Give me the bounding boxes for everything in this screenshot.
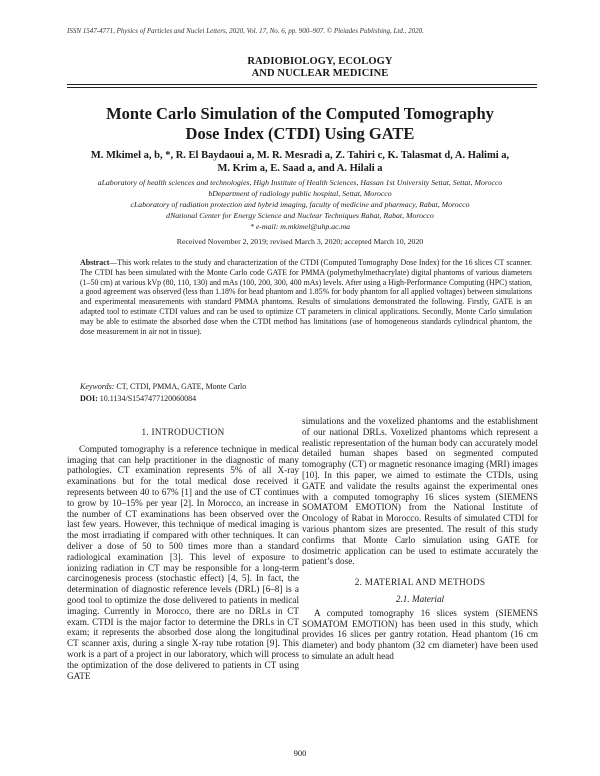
- abstract-label: Abstract: [80, 258, 110, 267]
- introduction-heading: 1. INTRODUCTION: [141, 427, 225, 437]
- authors-line-1: M. Mkimel a, b, *, R. El Baydaoui a, M. R. Mesradi a, Z. Tahiri c, K. Talasmat d, A. Halimi a,: [90, 150, 510, 161]
- affiliation-c: cLaboratory of radiation protection and hybrid imaging, faculty of medicine and pharmacy, Rabat, Morocco: [130, 200, 470, 209]
- title-line-2: Dose Index (CTDI) Using GATE: [185, 124, 415, 143]
- header-rule-bottom: [67, 87, 537, 88]
- introduction-paragraph: Computed tomography is a reference technique in medical imaging that can help practitioner in the diagnostic of many pathologies. CT examination represents 5% of all X-ray examinations but for the total medical dose received it represents between 40 to 67% [1] and the use of CT continues to grow by 10–15% per year [2]. In Morocco, an increase in the number of CT examinations has been observed over the last few years. However, this technique of medical imaging is the most irradiating if compared with other techniques. It can deliver a dose of 50 to 500 times more than a standard radiological examination [3]. This level of exposure to ionizing radiation in CT may be responsible for a long-term carcinogenesis process (stochastic effect) [4, 5]. In fact, the determination of diagnostic reference levels (DRL) [6–8] is a good tool to optimize the dose delivered to patients in medical imaging. Currently in Morocco, there are no DRLs in CT exam. CTDI is the major factor to determine the DRLs in CT exam; it represents the absorbed dose along the longitudinal CT scanner axis, during a single X-ray tube rotation [9]. This work is a part of a project in our laboratory, which will process the optimization of the dose delivered to patients in CT using GATE: [67, 443, 299, 681]
- affiliation-a: aLaboratory of health sciences and technologies, High Institute of Health Sciences, Hassan 1st University Settat, Settat, Morocco: [97, 178, 503, 187]
- keywords-text: CT, CTDI, PMMA, GATE, Monte Carlo: [114, 382, 247, 391]
- issn-line: ISSN 1547-4771, Physics of Particles and Nuclei Letters, 2020, Vol. 17, No. 6, pp. 900–907. © Pleiades Publishing, Ltd., 2020.: [67, 27, 424, 35]
- affiliation-d: dNational Center for Energy Science and Nuclear Techniques Rabat, Rabat, Morocco: [166, 211, 434, 220]
- keywords-label: Keywords:: [80, 382, 115, 391]
- body-column-left: [67, 427, 299, 681]
- paper-title: [60, 104, 540, 144]
- body-column-right: [302, 416, 538, 662]
- keywords: [80, 381, 532, 392]
- abstract: [80, 258, 532, 336]
- abstract-text: —This work relates to the study and characterization of the CTDI (Computed Tomography Dose Index) for the 16 slices CT scanner. The CTDI has been simulated with the Monte Carlo code GATE for PMMA (polymethylmethacrylate) digital phantoms of various diameters (1–50 cm) at various kVp (80, 110, 130) and mAs (100, 200, 300, 400 mAs) levels. After using a High-Performance Computing (HPC) station, a good agreement was observed (less than 1.18% for head phantom and 1.85% for body phantom for all applied voltages) between simulations and experimental measurements with standard PMMA phantoms. Results of simulations demonstrated the following. Firstly, GATE is an adapted tool to estimate CTDI values and can be used to optimize CT parameters in clinical applications. Secondly, Monte Carlo simulation may be able to estimate the absorbed dose when the CTDI method has limitations (use of homogeneous standards cylindrical phantom, the dose measurement in air not in tissue).: [80, 258, 532, 336]
- journal-section-heading: [200, 56, 440, 80]
- author-list: [60, 149, 540, 175]
- title-line-1: Monte Carlo Simulation of the Computed Tomography: [106, 104, 494, 123]
- doi: [80, 393, 532, 404]
- section-gap: [302, 567, 538, 577]
- methods-heading: 2. MATERIAL AND METHODS: [354, 577, 486, 588]
- material-paragraph: A computed tomography 16 slices system (SIEMENS SOMATOM EMOTION) has been used in this study, which provides 16 slices per gantry rotation. Head phantom (16 cm diameter) and body phantom (32 cm diameter) have been used to simulate an adult head: [302, 607, 538, 661]
- doi-label: DOI:: [80, 394, 98, 403]
- section-line-2: AND NUCLEAR MEDICINE: [251, 68, 389, 79]
- received-dates: Received November 2, 2019; revised March 3, 2020; accepted March 10, 2020: [176, 237, 424, 246]
- page-number: 900: [293, 748, 307, 758]
- authors-line-2: M. Krim a, E. Saad a, and A. Hilali a: [217, 163, 383, 174]
- introduction-continued-paragraph: simulations and the voxelized phantoms and the establishment of our national DRLs. Voxelized phantoms which represent a realistic representation of the human body can accurately model detailed human shapes based on segmented computed tomography (CT) or magnetic resonance imaging (MRI) images [10]. In this paper, we aimed to estimate the CTDIs, using GATE and validate the results against the experimental ones with a computed tomography 16 slices system (SIEMENS SOMATOM EMOTION) from the National Institute of Oncology of Rabat in Morocco. Results of simulated CTDI for various phantom sizes are presented. The result of this study confirms that Monte Carlo simulation using GATE for dosimetric application can be used to estimate accurately the patient’s dose.: [302, 416, 538, 567]
- section-line-1: RADIOBIOLOGY, ECOLOGY: [247, 56, 393, 67]
- affiliations: [40, 177, 560, 232]
- affiliation-b: bDepartment of radiology public hospital, Settat, Morocco: [208, 189, 392, 198]
- material-subheading: 2.1. Material: [395, 593, 445, 604]
- doi-text: 10.1134/S1547477120060084: [97, 394, 197, 403]
- header-rule-top: [67, 84, 537, 85]
- author-email: * e-mail: m.mkimel@uhp.ac.ma: [249, 222, 351, 231]
